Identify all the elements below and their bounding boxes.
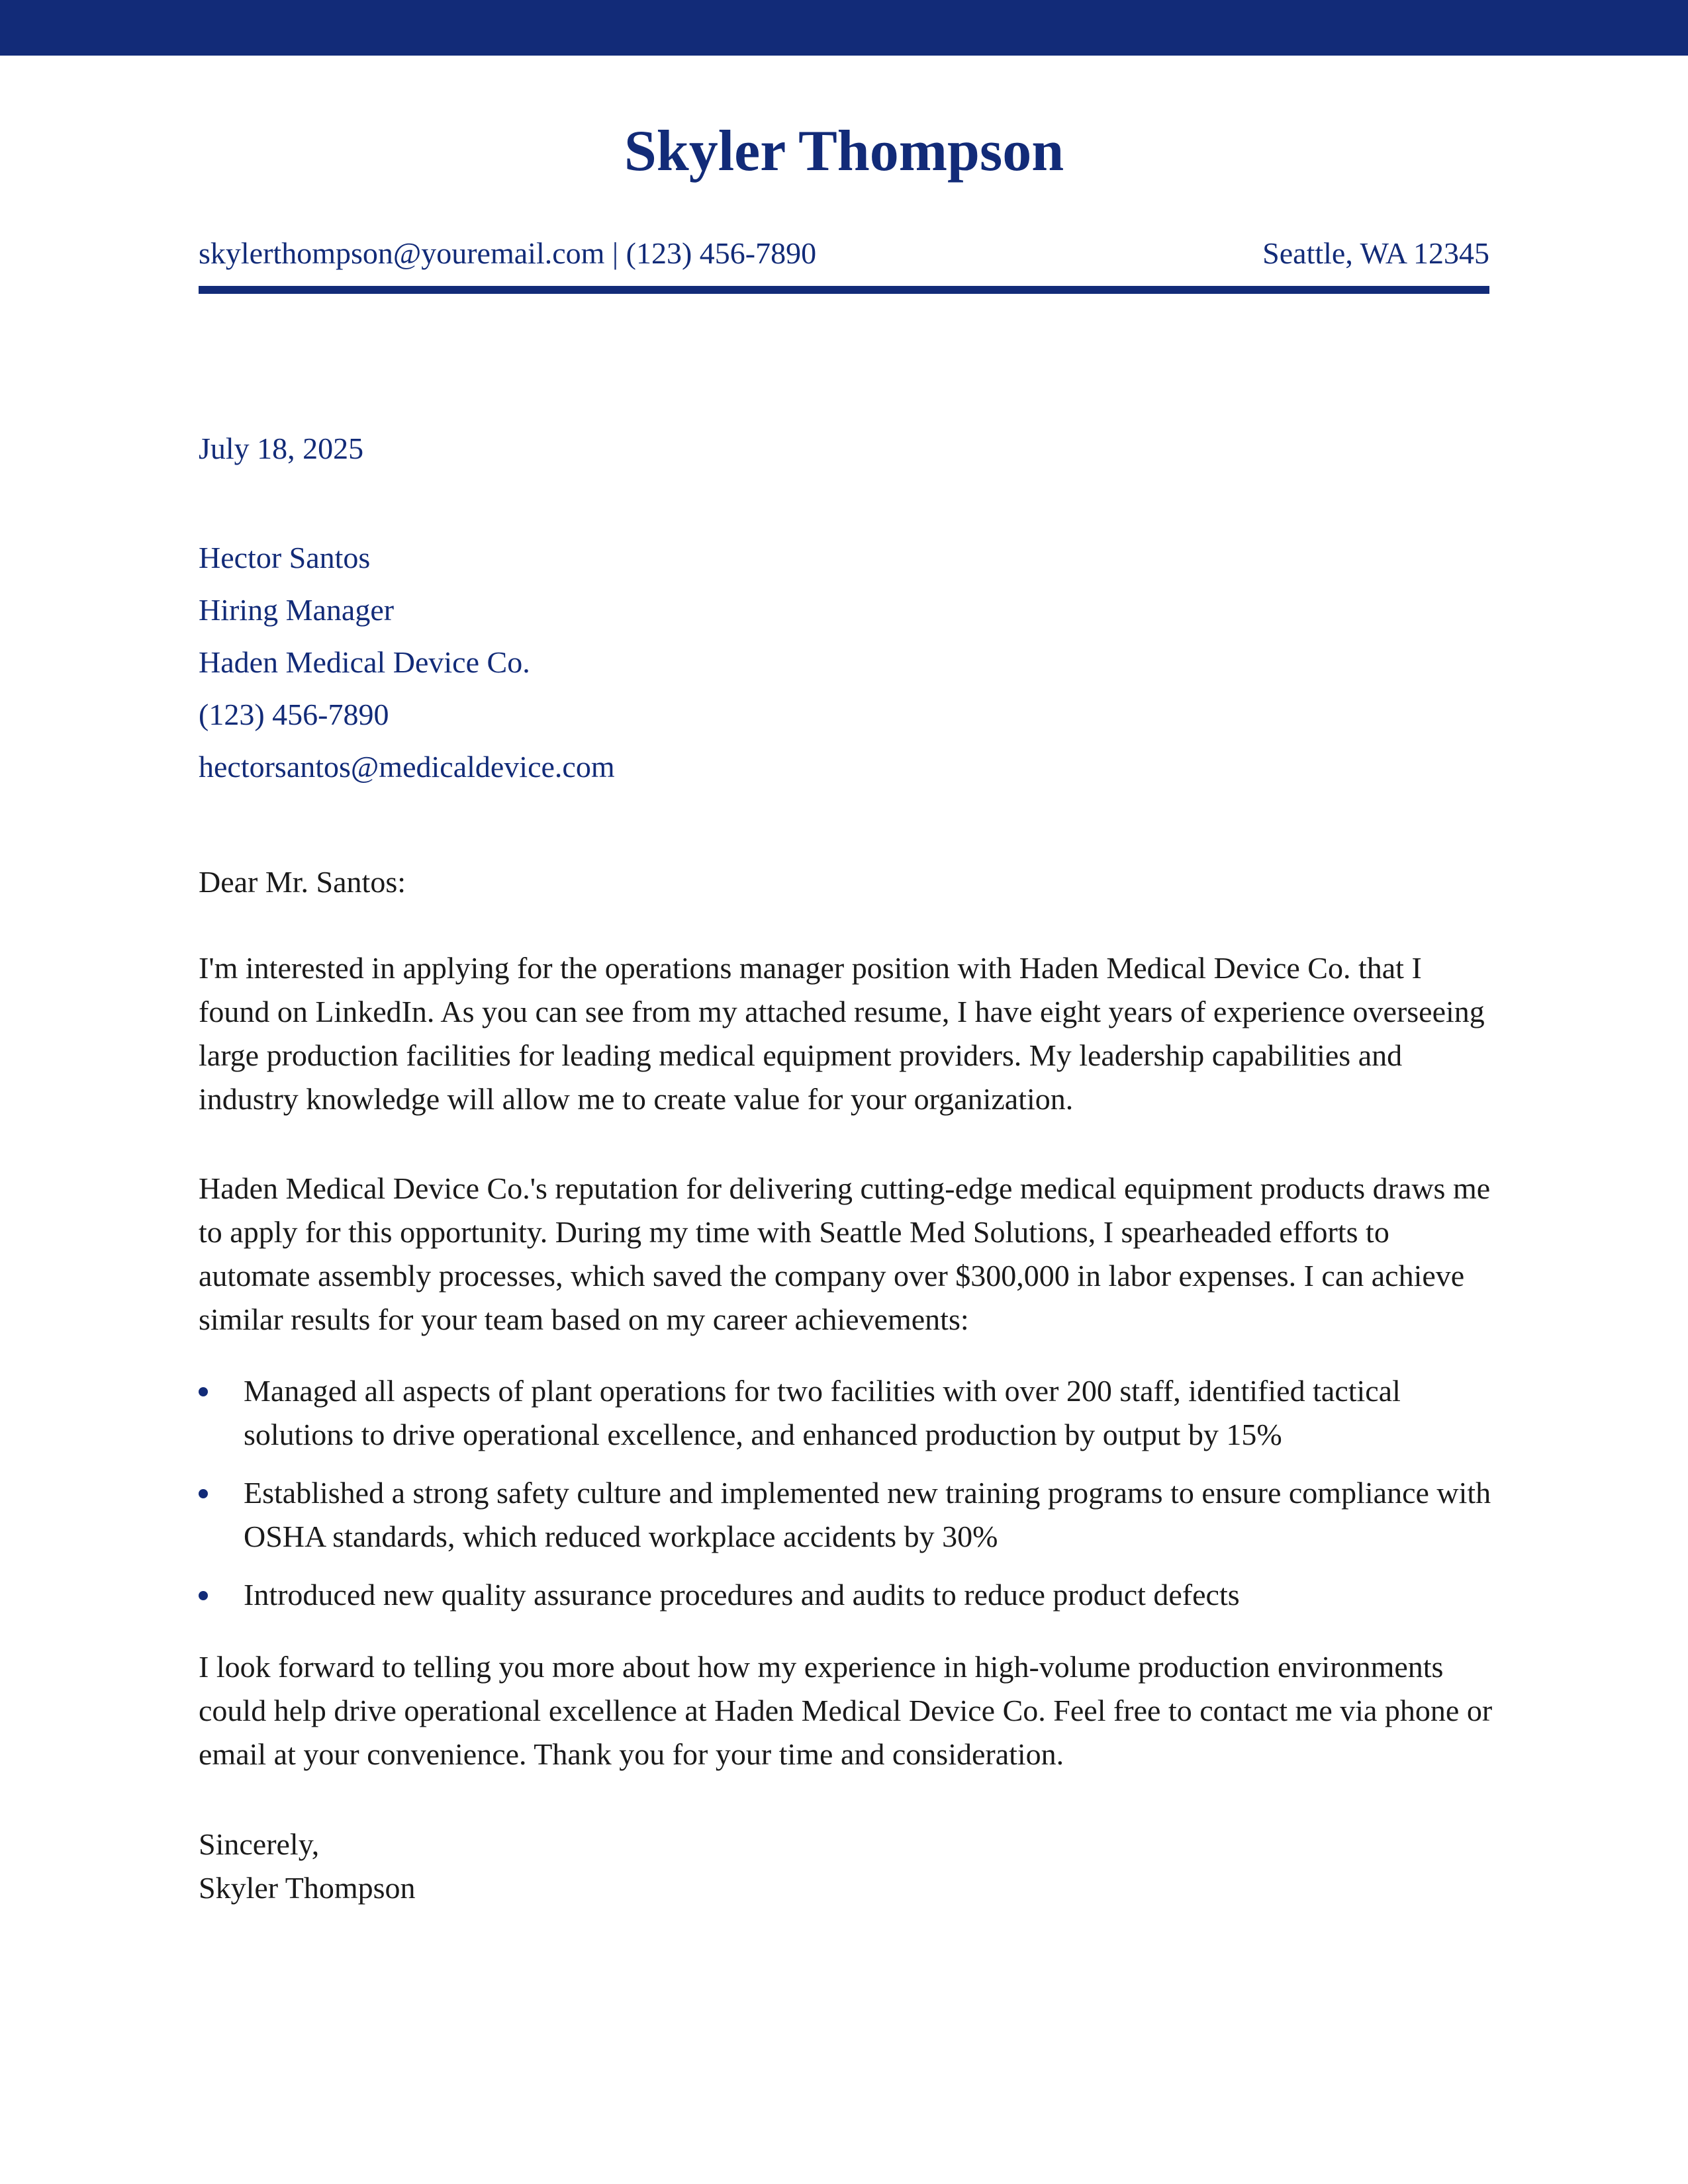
contact-location: Seattle, WA 12345 <box>1262 236 1489 270</box>
achievements-list <box>199 1369 1496 1631</box>
achievement-item <box>199 1573 1496 1617</box>
achievement-text: Established a strong safety culture and implemented new training programs to ensure compliance with OSHA standards, which reduced workplace accidents by 30% <box>244 1476 1491 1553</box>
salutation: Dear Mr. Santos: <box>199 865 406 899</box>
closing-signoff: Sincerely, <box>199 1827 320 1861</box>
bullet-icon <box>199 1489 208 1498</box>
achievement-item <box>199 1471 1496 1559</box>
body-paragraph-2: Haden Medical Device Co.'s reputation for delivering cutting-edge medical equipment products draws me to apply for this opportunity. During my time with Seattle Med Solutions, I spearheaded efforts to automate assembly processes, which saved the company over $300,000 in labor expenses. I can achieve similar results for your team based on my career achievements: <box>199 1171 1491 1336</box>
recipient-email: hectorsantos@medicaldevice.com <box>199 750 615 784</box>
header-divider <box>199 286 1489 294</box>
closing-signature: Skyler Thompson <box>199 1871 416 1905</box>
bullet-icon <box>199 1387 208 1396</box>
achievement-text: Introduced new quality assurance procedures and audits to reduce product defects <box>244 1578 1240 1612</box>
letter-date: July 18, 2025 <box>199 432 364 465</box>
recipient-name: Hector Santos <box>199 541 371 574</box>
recipient-company: Haden Medical Device Co. <box>199 645 530 679</box>
recipient-phone: (123) 456-7890 <box>199 698 389 731</box>
bullet-icon <box>199 1591 208 1600</box>
achievement-text: Managed all aspects of plant operations for two facilities with over 200 staff, identified tactical solutions to drive operational excellence, and enhanced production by output by 15% <box>244 1374 1401 1451</box>
contact-email-phone: skylerthompson@youremail.com | (123) 456-7890 <box>199 236 817 270</box>
contact-row <box>199 235 1489 271</box>
recipient-block <box>199 539 615 801</box>
body-paragraph-3: I look forward to telling you more about how my experience in high-volume production environments could help drive operational excellence at Haden Medical Device Co. Feel free to contact me via phone or email at your convenience. Thank you for your time and consideration. <box>199 1650 1493 1771</box>
closing-block <box>199 1823 416 1910</box>
recipient-title: Hiring Manager <box>199 593 395 627</box>
body-paragraph-1: I'm interested in applying for the operations manager position with Haden Medical Device Co. that I found on LinkedIn. As you can see from my attached resume, I have eight years of experience overseeing large production facilities for leading medical equipment providers. My leadership capabilities and industry knowledge will allow me to create value for your organization. <box>199 951 1485 1116</box>
achievement-item <box>199 1369 1496 1457</box>
header-color-band <box>0 0 1688 56</box>
applicant-name: Skyler Thompson <box>624 119 1064 183</box>
